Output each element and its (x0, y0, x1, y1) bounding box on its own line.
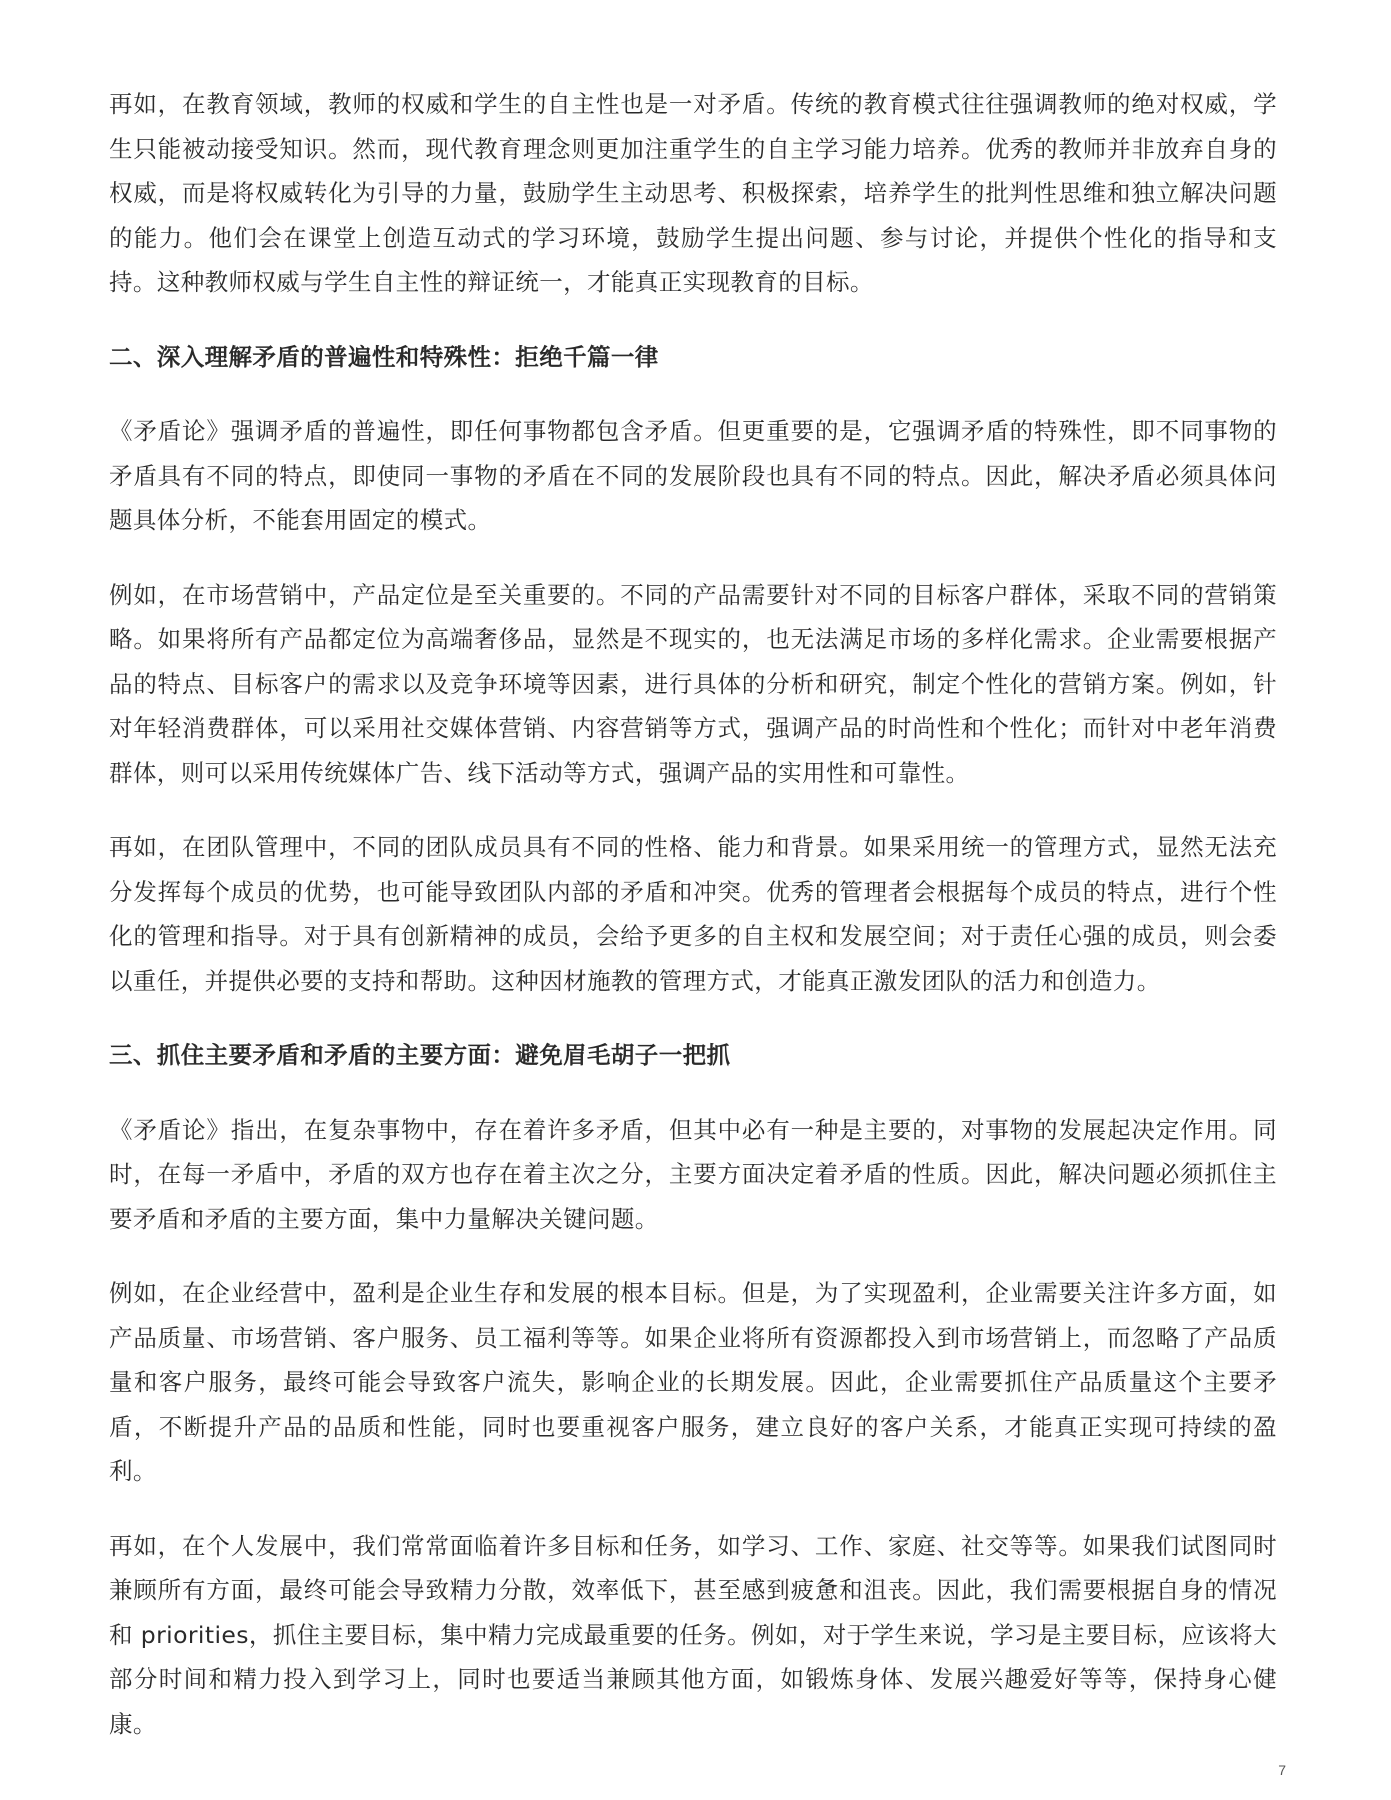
page-number: 7 (1278, 1762, 1286, 1778)
paragraph-marketing-example: 例如，在市场营销中，产品定位是至关重要的。不同的产品需要针对不同的目标客户群体，采取不同的营销策略。如果将所有产品都定位为高端奢侈品，显然是不现实的，也无法满足市场的多样化需求。企业需要根据产品的特点、目标客户的需求以及竞争环境等因素，进行具体的分析和研究，制定个性化的营销方案。例如，针对年轻消费群体，可以采用社交媒体营销、内容营销等方式，强调产品的时尚性和个性化；而针对中老年消费群体，则可以采用传统媒体广告、线下活动等方式，强调产品的实用性和可靠性。 (109, 580, 1277, 787)
paragraph-team-example: 再如，在团队管理中，不同的团队成员具有不同的性格、能力和背景。如果采用统一的管理方式，显然无法充分发挥每个成员的优势，也可能导致团队内部的矛盾和冲突。优秀的管理者会根据每个成员的特点，进行个性化的管理和指导。对于具有创新精神的成员，会给予更多的自主权和发展空间；对于责任心强的成员，则会委以重任，并提供必要的支持和帮助。这种因材施教的管理方式，才能真正激发团队的活力和创造力。 (109, 833, 1277, 995)
paragraph-personal-example: 再如，在个人发展中，我们常常面临着许多目标和任务，如学习、工作、家庭、社交等等。如果我们试图同时兼顾所有方面，最终可能会导致精力分散，效率低下，甚至感到疲惫和沮丧。因此，我们需要根据自身的情况和 priorities，抓住主要目标，集中精力完成最重要的任务。例如，对于学生来说，学习是主要目标，应该将大部分时间和精力投入到学习上，同时也要适当兼顾其他方面，如锻炼身体、发展兴趣爱好等等，保持身心健康。 (109, 1531, 1277, 1738)
paragraph-business-example: 例如，在企业经营中，盈利是企业生存和发展的根本目标。但是，为了实现盈利，企业需要关注许多方面，如产品质量、市场营销、客户服务、员工福利等等。如果企业将所有资源都投入到市场营销上，而忽略了产品质量和客户服务，最终可能会导致客户流失，影响企业的长期发展。因此，企业需要抓住产品质量这个主要矛盾，不断提升产品的品质和性能，同时也要重视客户服务，建立良好的客户关系，才能真正实现可持续的盈利。 (109, 1279, 1277, 1485)
section-heading-3: 三、抓住主要矛盾和矛盾的主要方面：避免眉毛胡子一把抓 (109, 1041, 731, 1069)
paragraph-principal-contradiction: 《矛盾论》指出，在复杂事物中，存在着许多矛盾，但其中必有一种是主要的，对事物的发展起决定作用。同时，在每一矛盾中，矛盾的双方也存在着主次之分，主要方面决定着矛盾的性质。因此，解决问题必须抓住主要矛盾和矛盾的主要方面，集中力量解决关键问题。 (109, 1115, 1277, 1233)
document-page (109, 82, 1277, 1776)
section-heading-2: 二、深入理解矛盾的普遍性和特殊性：拒绝千篇一律 (109, 342, 659, 371)
paragraph-particularity: 《矛盾论》强调矛盾的普遍性，即任何事物都包含矛盾。但更重要的是，它强调矛盾的特殊性，即不同事物的矛盾具有不同的特点，即使同一事物的矛盾在不同的发展阶段也具有不同的特点。因此，解决矛盾必须具体问题具体分析，不能套用固定的模式。 (109, 417, 1277, 534)
paragraph-education-example: 再如，在教育领域，教师的权威和学生的自主性也是一对矛盾。传统的教育模式往往强调教师的绝对权威，学生只能被动接受知识。然而，现代教育理念则更加注重学生的自主学习能力培养。优秀的教师并非放弃自身的权威，而是将权威转化为引导的力量，鼓励学生主动思考、积极探索，培养学生的批判性思维和独立解决问题的能力。他们会在课堂上创造互动式的学习环境，鼓励学生提出问题、参与讨论，并提供个性化的指导和支持。这种教师权威与学生自主性的辩证统一，才能真正实现教育的目标。 (109, 90, 1277, 296)
